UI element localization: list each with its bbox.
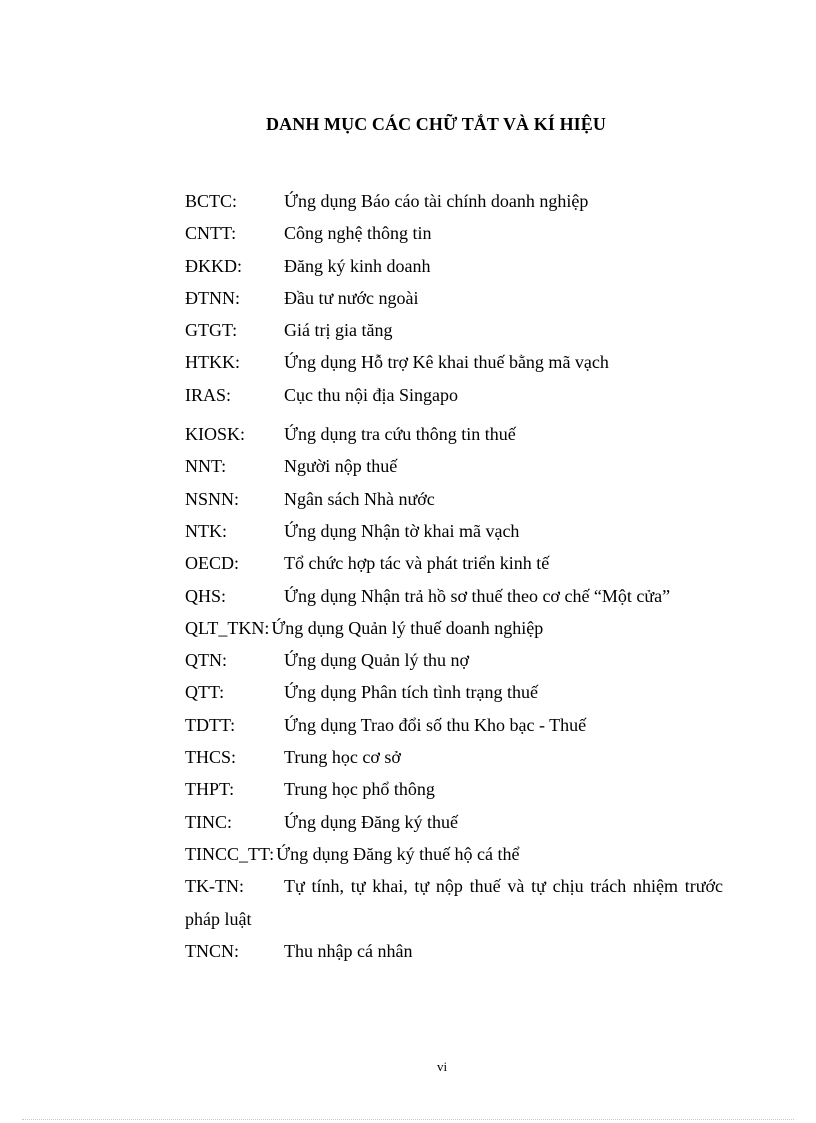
page-title: DANH MỤC CÁC CHỮ TẮT VÀ KÍ HIỆU xyxy=(266,114,606,134)
abbreviation-list xyxy=(185,189,745,971)
definition: Thu nhập cá nhân xyxy=(284,940,413,961)
list-item xyxy=(185,519,745,551)
list-item xyxy=(185,551,745,583)
abbreviation: TK-TN: xyxy=(185,876,244,897)
definition: Ngân sách Nhà nước xyxy=(284,488,435,509)
list-item xyxy=(185,842,745,874)
list-item xyxy=(185,584,745,616)
definition: Ứng dụng Nhận trả hồ sơ thuế theo cơ chế “Một cửa” xyxy=(284,585,671,606)
list-item xyxy=(185,350,745,382)
abbreviation: QTT: xyxy=(185,682,225,703)
abbreviation: ĐTNN: xyxy=(185,287,240,308)
abbreviation: KIOSK: xyxy=(185,424,246,445)
definition-continuation-text: pháp luật xyxy=(185,908,252,929)
definition: Ứng dụng Trao đổi số thu Kho bạc - Thuế xyxy=(284,714,587,735)
definition: Ứng dụng Quản lý thu nợ xyxy=(284,650,469,671)
abbreviation: BCTC: xyxy=(185,191,238,211)
list-item xyxy=(185,383,745,415)
definition: Ứng dụng Quản lý thuế doanh nghiệp xyxy=(271,617,544,638)
definition: Ứng dụng Nhận tờ khai mã vạch xyxy=(284,520,520,541)
definition: Trung học phổ thông xyxy=(284,779,435,800)
definition: Đầu tư nước ngoài xyxy=(284,287,419,308)
list-item xyxy=(185,745,745,777)
list-item xyxy=(185,680,745,712)
list-item xyxy=(185,874,745,906)
definition: Đăng ký kinh doanh xyxy=(284,255,431,276)
definition: Giá trị gia tăng xyxy=(284,320,393,341)
definition: Ứng dụng tra cứu thông tin thuế xyxy=(284,424,516,445)
list-item xyxy=(185,777,745,809)
abbreviation: GTGT: xyxy=(185,320,238,341)
definition: Trung học cơ sở xyxy=(284,747,401,768)
list-item xyxy=(185,318,745,350)
abbreviation: TDTT: xyxy=(185,714,236,735)
page-bottom-divider xyxy=(22,1119,794,1120)
definition: Công nghệ thông tin xyxy=(284,223,432,244)
list-item xyxy=(185,422,745,454)
definition: Ứng dụng Đăng ký thuế hộ cá thể xyxy=(276,843,520,864)
list-item xyxy=(185,616,745,648)
abbreviation: NTK: xyxy=(185,520,227,541)
page-number: vi xyxy=(436,1059,448,1074)
definition: Ứng dụng Phân tích tình trạng thuế xyxy=(284,682,538,703)
definition-continuation xyxy=(185,907,745,939)
abbreviation: CNTT: xyxy=(185,223,237,244)
definition: Tự tính, tự khai, tự nộp thuế và tự chịu trách nhiệm trước xyxy=(284,876,723,897)
list-item xyxy=(185,286,745,318)
list-item xyxy=(185,648,745,680)
abbreviation: TINC: xyxy=(185,811,232,832)
abbreviation: QHS: xyxy=(185,585,227,606)
list-item xyxy=(185,221,745,253)
definition: Người nộp thuế xyxy=(284,456,398,477)
definition: Ứng dụng Báo cáo tài chính doanh nghiệp xyxy=(284,191,589,211)
abbreviation: IRAS: xyxy=(185,384,232,405)
definition: Tổ chức hợp tác và phát triển kinh tế xyxy=(284,553,550,574)
abbreviation: OECD: xyxy=(185,553,239,574)
abbreviation: THPT: xyxy=(185,779,235,800)
list-item xyxy=(185,713,745,745)
list-item xyxy=(185,454,745,486)
list-item xyxy=(185,189,745,221)
abbreviation: NNT: xyxy=(185,456,227,477)
abbreviation: ĐKKD: xyxy=(185,255,242,276)
list-item xyxy=(185,810,745,842)
definition: Cục thu nội địa Singapo xyxy=(284,384,458,405)
list-item xyxy=(185,487,745,519)
list-item xyxy=(185,254,745,286)
abbreviation: TNCN: xyxy=(185,940,239,961)
abbreviation: QTN: xyxy=(185,650,227,671)
abbreviation: QLT_TKN: xyxy=(185,617,270,638)
abbreviation: NSNN: xyxy=(185,488,240,509)
abbreviation: HTKK: xyxy=(185,352,240,373)
list-item xyxy=(185,939,745,971)
definition: Ứng dụng Hỗ trợ Kê khai thuế bằng mã vạch xyxy=(284,352,609,373)
abbreviation: TINCC_TT: xyxy=(185,843,275,864)
definition: Ứng dụng Đăng ký thuế xyxy=(284,811,458,832)
abbreviation: THCS: xyxy=(185,747,237,768)
